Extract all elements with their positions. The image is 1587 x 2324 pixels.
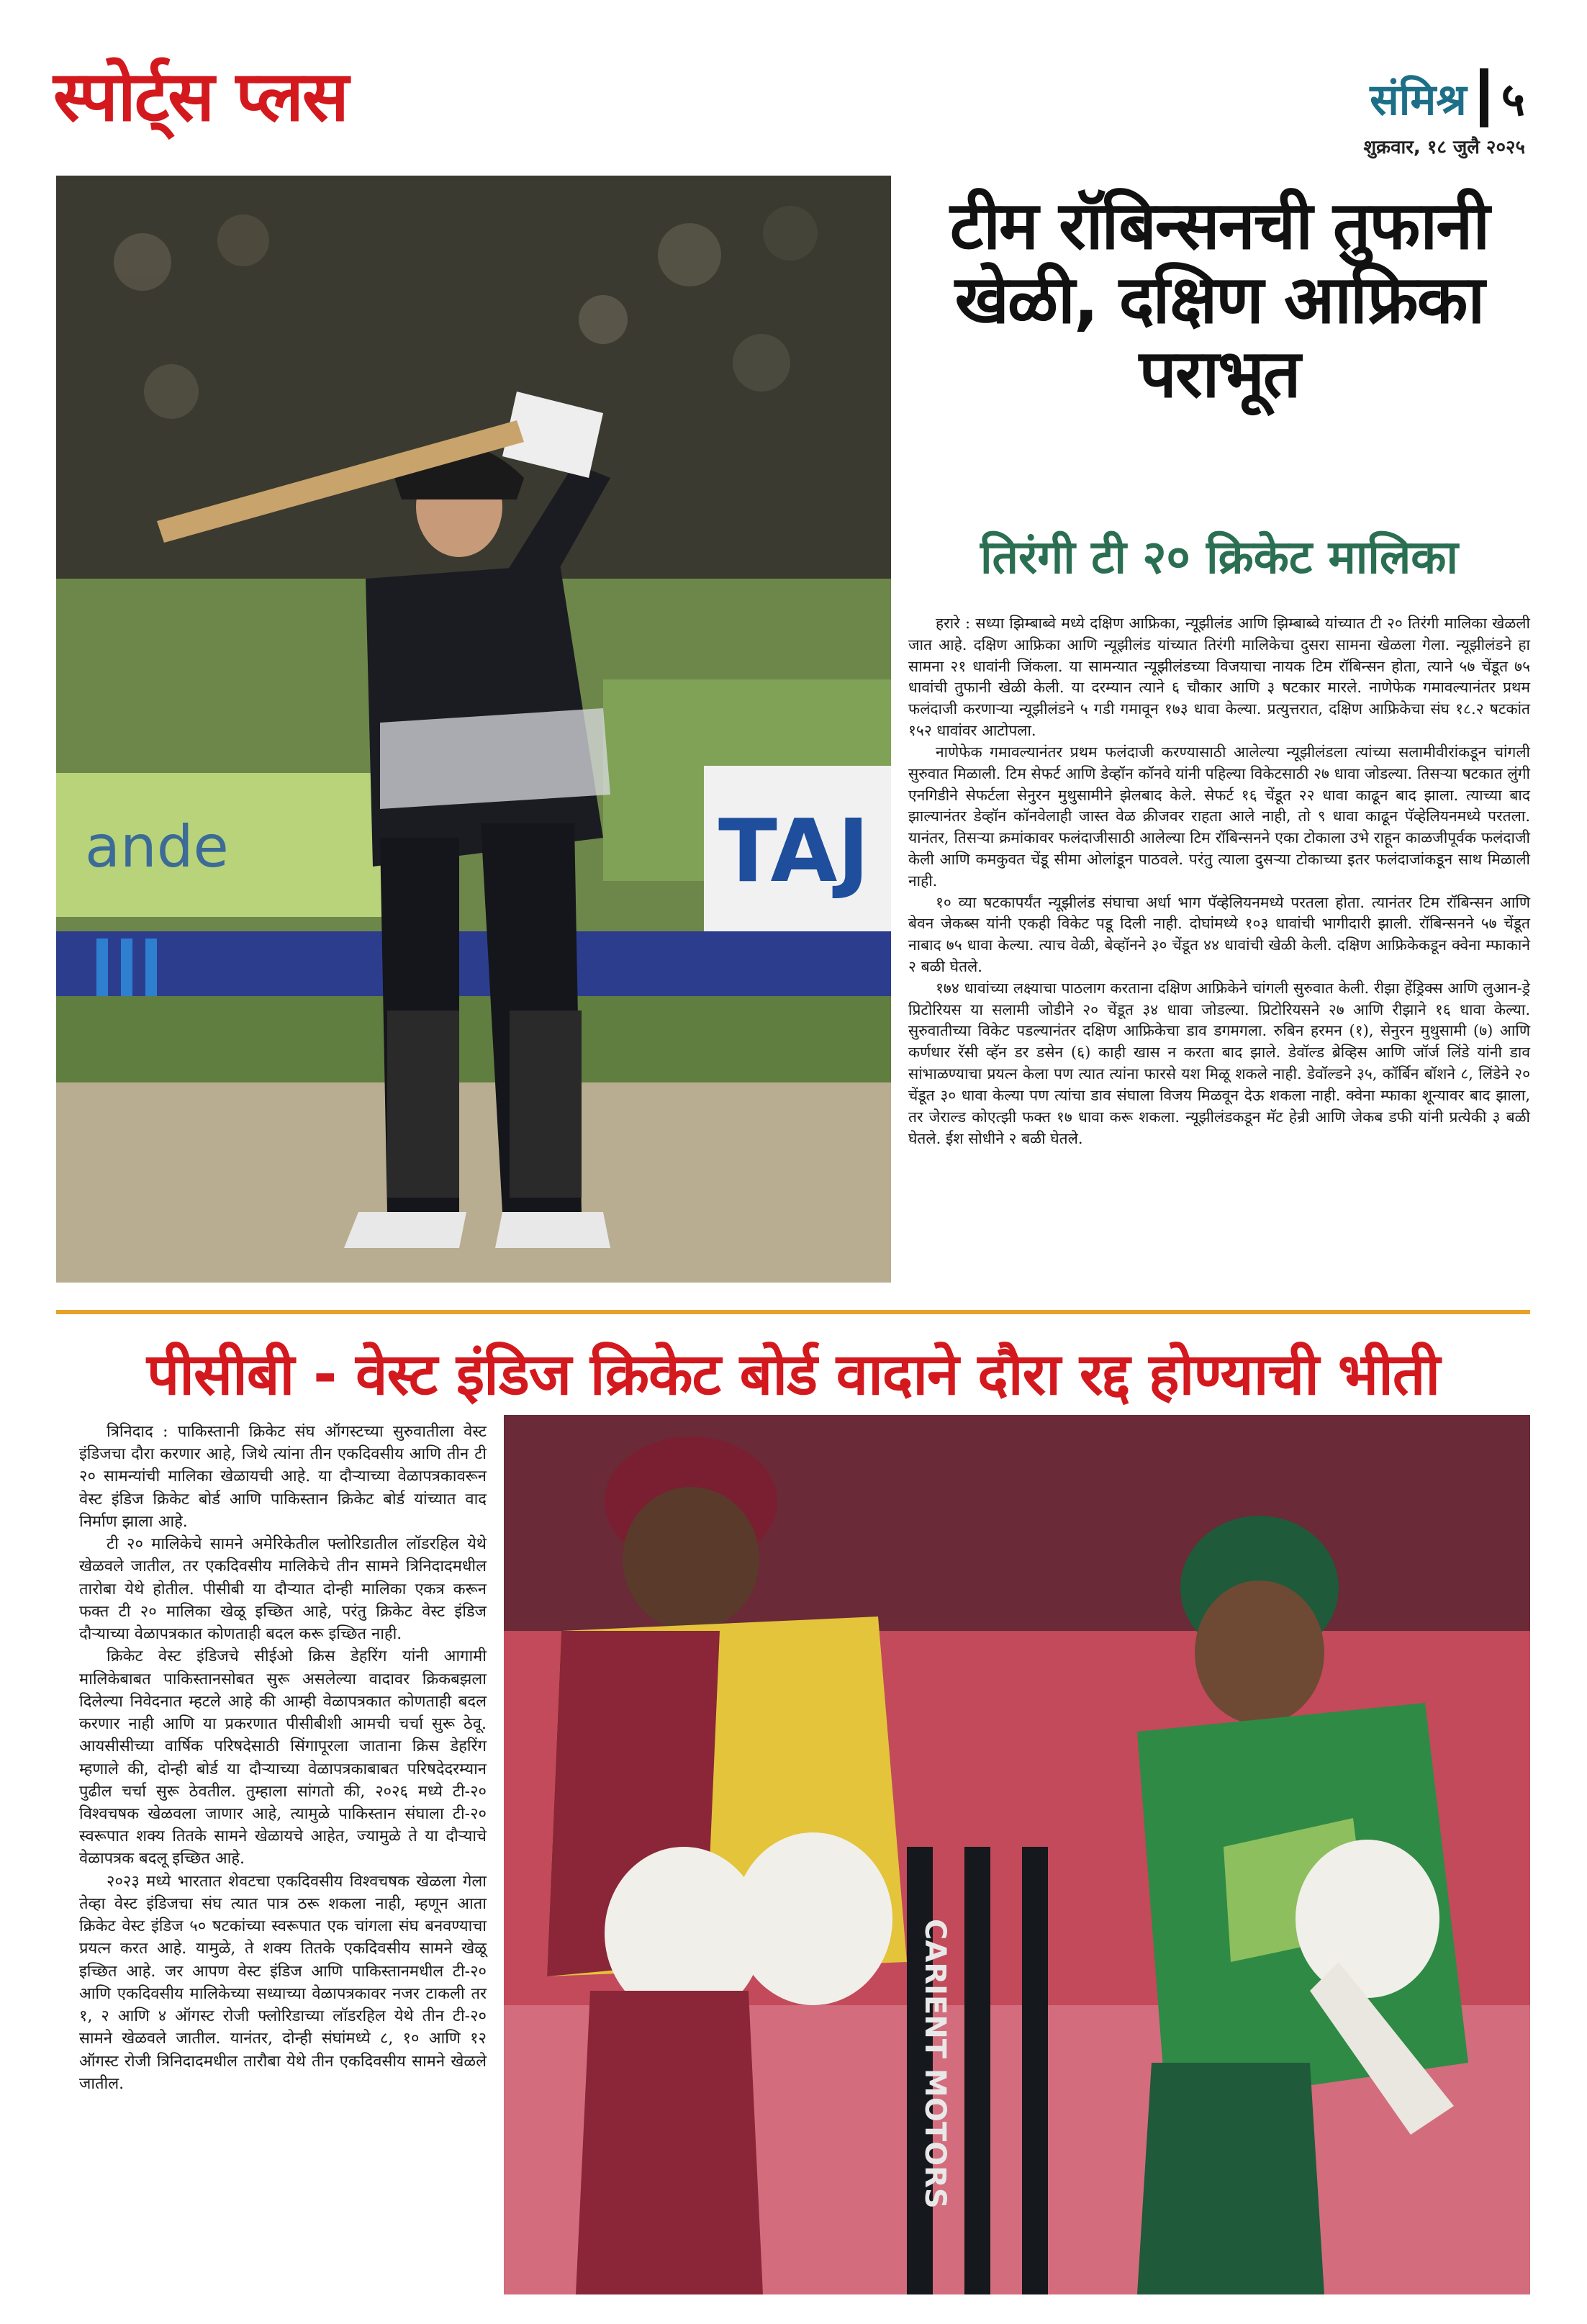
article1-paragraph: नाणेफेक गमावल्यानंतर प्रथम फलंदाजी करण्यासाठी आलेल्या न्यूझीलंडला त्यांच्या सलामीवीरांकडून चांगली सुरुवात मिळाली. टिम सेफर्ट आणि डेव्हॉन कॉनवे यांनी पहिल्या विकेटसाठी २७ धावा जोडल्या. तिसऱ्या षटकात लुंगी एनगिडीने सेफर्टला सेनुरन मुथुसामीने झेलबाद केले. सेफर्ट १६ चेंडूत २२ धावा काढून बाद झाला. त्याच्या बाद झाल्यानंतर डेव्हॉन कॉनवेलाही जास्त वेळ क्रीजवर राहता आले नाही, तो ९ धावा काढून पॅव्हेलियनमध्ये परतला. यानंतर, तिसऱ्या क्रमांकावर फलंदाजीसाठी आलेल्या टिम रॉबिन्सनने एका टोकाला उभे राहून काळजीपूर्वक फलंदाजी केली आणि कमकुवत चेंडू सीमा ओलांडून पाठवले. परंतु त्याला दुसऱ्या टोकाच्या इतर फलंदाजांकडून साथ मिळाली नाही.: [908, 743, 1530, 890]
taj-board-text: TAJ: [718, 802, 870, 902]
section-rule: [56, 1310, 1530, 1314]
article2-headline: पीसीबी - वेस्ट इंडिज क्रिकेट बोर्ड वादाने दौरा रद्द होण्याची भीती: [146, 1341, 1440, 1408]
article1-paragraph: १० व्या षटकापर्यंत न्यूझीलंड संघाचा अर्धा भाग पॅव्हेलियनमध्ये परतला होता. त्यानंतर टिम रॉबिन्सन आणि बेवन जेकब्स यांनी एकही विकेट पडू दिली नाही. दोघांमध्ये १०३ धावांची भागीदारी झाली. रॉबिन्सनने ५७ चेंडूत नाबाद ७५ धावा केल्या. त्याच वेळी, बेव्हॉनने ३० चेंडूत ४४ धावांची खेळी केली. दक्षिण आफ्रिकेकडून क्वेना म्फाकाने २ बळी घेतले.: [908, 893, 1530, 975]
article1-body: [908, 613, 1530, 1149]
article2-paragraph: २०२३ मध्ये भारतात शेवटचा एकदिवसीय विश्वचषक खेळला गेला तेव्हा वेस्ट इंडिजचा संघ त्यात पात्र ठरू शकला नाही, म्हणून आता क्रिकेट वेस्ट इंडिज ५० षटकांच्या स्वरूपात एक चांगला संघ बनवण्याचा प्रयत्न करत आहे. यामुळे, ते शक्य तितके एकदिवसीय सामने खेळू इच्छित आहे. जर आपण वेस्ट इंडिज आणि पाकिस्तानमधील टी-२० आणि एकदिवसीय मालिकेच्या सध्याच्या वेळापत्रकावर नजर टाकली तर १, २ आणि ४ ऑगस्ट रोजी फ्लोरिडाच्या लॉडरहिल येथे तीन टी-२० सामने खेळवले जातील. यानंतर, दोन्ही संघांमध्ये ८, १० आणि १२ ऑगस्ट रोजी त्रिनिदादमधील तारौबा येथे तीन एकदिवसीय सामने खेळले जातील.: [79, 1872, 487, 2093]
article1-subheadline: तिरंगी टी २० क्रिकेट मालिका: [980, 531, 1459, 584]
keeper-batter-photo: [504, 1415, 1530, 2294]
article2-body: [79, 1421, 487, 2095]
article1-paragraph: हरारे : सध्या झिम्बाब्वे मध्ये दक्षिण आफ्रिका, न्यूझीलंड आणि झिम्बाब्वे यांच्यात टी २० तिरंगी मालिका खेळली जात आहे. दक्षिण आफ्रिका आणि न्यूझीलंड यांच्यात तिरंगी मालिकेचा दुसरा सामना खेळला गेला. न्यूझीलंडने हा सामना २१ धावांनी जिंकला. या सामन्यात न्यूझीलंडच्या विजयाचा नायक टिम रॉबिन्सन होता, त्याने ५७ चेंडूत ७५ धावांची तुफानी खेळी केली. या दरम्यान त्याने ६ चौकार आणि ३ षटकार मारले. नाणेफेक गमावल्यानंतर प्रथम फलंदाजी करणाऱ्या न्यूझीलंडने ५ गडी गमावून १७३ धावा केल्या. प्रत्युत्तरात, दक्षिण आफ्रिकेचा संघ १८.२ षटकांत १५२ धावांवर आटोपला.: [908, 615, 1530, 740]
keeper-batter-photo-illustration: [504, 1415, 1530, 2294]
article2-paragraph: त्रिनिदाद : पाकिस्तानी क्रिकेट संघ ऑगस्टच्या सुरुवातीला वेस्ट इंडिजचा दौरा करणार आहे, जिथे त्यांना तीन एकदिवसीय आणि तीन टी २० सामन्यांची मालिका खेळायची आहे. या दौऱ्याच्या वेळापत्रकावरून वेस्ट इंडिज क्रिकेट बोर्ड आणि पाकिस्तान क्रिकेट बोर्ड यांच्यात वाद निर्माण झाला आहे.: [79, 1423, 487, 1531]
section-divider: [1480, 68, 1488, 127]
masthead-title: स्पोर्ट्स प्लस: [53, 56, 348, 137]
section-name: संमिश्र: [1370, 74, 1467, 125]
masthead-section-block: [1363, 66, 1525, 159]
article1-headline: टीम रॉबिन्सनची तुफानी खेळी, दक्षिण आफ्रिका पराभूत: [949, 187, 1489, 413]
page-number: ५: [1501, 73, 1525, 127]
sponsor-sign-text: ande: [85, 813, 229, 880]
article2-paragraph: क्रिकेट वेस्ट इंडिजचे सीईओ क्रिस डेहरिंग यांनी आगामी मालिकेबाबत पाकिस्तानसोबत सुरू असलेल्या वादावर क्रिकबझला दिलेल्या निवेदनात म्हटले आहे की आम्ही वेळापत्रकात कोणताही बदल करणार नाही आणि या प्रकरणात पीसीबीशी आमची चर्चा सुरू ठेवू. आयसीसीच्या वार्षिक परिषदेसाठी सिंगापूरला जाताना क्रिस डेहरिंग म्हणाले की, दोन्ही बोर्ड या दौऱ्याच्या वेळापत्रकाबाबत परिषदेदरम्यान पुढील चर्चा सुरू ठेवतील. तुम्हाला सांगतो की, २०२६ मध्ये टी-२० विश्वचषक खेळवला जाणार आहे, त्यामुळे पाकिस्तान संघाला टी-२० स्वरूपात शक्य तितके सामने खेळायचे आहेत, ज्यामुळे ते या दौऱ्याचे वेळापत्रक बदलू इच्छित आहे.: [79, 1647, 487, 1868]
issue-date: शुक्रवार, १८ जुलै २०२५: [1363, 137, 1525, 158]
stump-sponsor-text: CARIENT MOTORS: [918, 1919, 951, 2209]
batter-photo-illustration: [56, 176, 891, 1283]
article2-paragraph: टी २० मालिकेचे सामने अमेरिकेतील फ्लोरिडातील लॉडरहिल येथे खेळवले जातील, तर एकदिवसीय मालिकेचे तीन सामने त्रिनिदादमधील तारोबा येथे होतील. पीसीबी या दौऱ्यात दोन्ही मालिका एकत्र करून फक्त टी २० मालिका खेळू इच्छित आहे, परंतु क्रिकेट वेस्ट इंडिज दौऱ्याच्या वेळापत्रकात कोणताही बदल करू इच्छित नाही.: [79, 1535, 487, 1644]
article1-paragraph: १७४ धावांच्या लक्ष्याचा पाठलाग करताना दक्षिण आफ्रिकेने चांगली सुरुवात केली. रीझा हेंड्रिक्स आणि लुआन-ड्रे प्रिटोरियस या सलामी जोडीने २० चेंडूत ३४ धावा जोडल्या. प्रिटोरियसने २७ आणि रीझाने १६ धावा केल्या. सुरुवातीच्या विकेट पडल्यानंतर दक्षिण आफ्रिकेचा डाव डगमगला. रुबिन हरमन (१), सेनुरन मुथुसामी (७) आणि कर्णधार रॅसी व्हॅन डर डसेन (६) काही खास न करता बाद झाले. डेवॉल्ड ब्रेव्हिस आणि जॉर्ज लिंडे यांनी डाव सांभाळण्याचा प्रयत्न केला पण त्यात त्यांना फारसे यश मिळू शकले नाही. डेवॉल्डने ३५, कॉर्बिन बॉशने ८, लिंडेने २० चेंडूत ३० धावा केल्या पण त्यांचा डाव संघाला विजय मिळवून देऊ शकला नाही. क्वेना म्फाका शून्यावर बाद झाला, तर जेराल्ड कोएत्झी फक्त १७ धावा करू शकला. न्यूझीलंडकडून मॅट हेन्री आणि जेकब डफी यांनी प्रत्येकी ३ बळी घेतले. ईश सोधीने २ बळी घेतले.: [908, 979, 1530, 1147]
batter-photo: [56, 176, 891, 1283]
